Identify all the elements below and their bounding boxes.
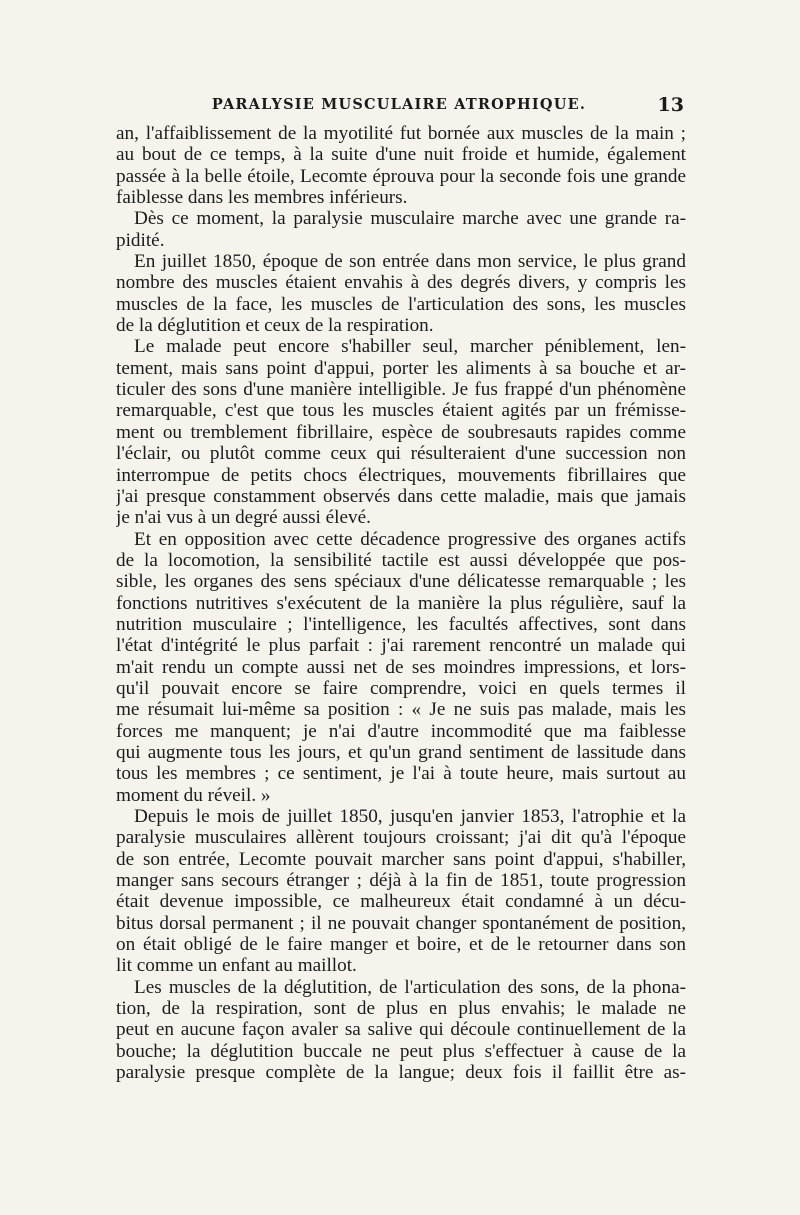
text-line: moment du réveil. » [116, 784, 271, 806]
text-line: Depuis le mois de juillet 1850, jusqu'en janvier 1853, l'atrophie et la [134, 806, 686, 827]
text-line: manger sans secours étranger ; déjà à la fin de 1851, toute progression [116, 870, 686, 892]
text-line: paralysie musculaires allèrent toujours croissant; j'ai dit qu'à l'époque [116, 827, 686, 849]
running-title: PARALYSIE MUSCULAIRE ATROPHIQUE. [211, 96, 587, 113]
body-text [116, 123, 686, 1083]
text-line: sible, les organes des sens spéciaux d'une délicatesse remarquable ; les [116, 571, 686, 593]
text-line: l'éclair, ou plutôt comme ceux qui résulteraient d'une succession non [116, 443, 686, 465]
text-line: ticuler des sons d'une manière intelligible. Je fus frappé d'un phénomène [116, 379, 686, 401]
text-line: je n'ai vus à un degré aussi élevé. [116, 507, 371, 529]
page-number: 13 [657, 94, 684, 116]
text-line: m'ait rendu un compte aussi net de ses moindres impressions, et lors- [116, 656, 686, 678]
text-line: bitus dorsal permanent ; il ne pouvait changer spontanément de position, [116, 912, 686, 934]
text-line: forces me manquent; je n'ai d'autre incommodité que ma faiblesse [116, 720, 686, 742]
text-line: passée à la belle étoile, Lecomte éprouva pour la seconde fois une grande [116, 165, 686, 187]
text-line: de la déglutition et ceux de la respiration. [116, 315, 434, 337]
text-line: Et en opposition avec cette décadence progressive des organes actifs [134, 528, 686, 550]
text-line: muscles de la face, les muscles de l'articulation des sons, les muscles [116, 293, 686, 315]
running-header [114, 96, 684, 120]
text-line: on était obligé de le faire manger et boire, et de le retourner dans son [116, 934, 686, 956]
text-line: au bout de ce temps, à la suite d'une nuit froide et humide, également [116, 144, 686, 166]
text-line: nombre des muscles étaient envahis à des degrés divers, y compris les [116, 272, 686, 294]
text-line: fonctions nutritives s'exécutent de la manière la plus régulière, sauf la [116, 592, 686, 614]
text-line: bouche; la déglutition buccale ne peut plus s'effectuer à cause de la [116, 1040, 686, 1062]
text-line: me résumait lui-même sa position : « Je ne suis pas malade, mais les [116, 699, 686, 721]
text-line: tement, mais sans point d'appui, porter les aliments à sa bouche et ar- [116, 357, 686, 379]
text-line: tous les membres ; ce sentiment, je l'ai à toute heure, mais surtout au [116, 763, 686, 785]
text-line: j'ai presque constamment observés dans cette maladie, mais que jamais [116, 485, 686, 507]
text-line: de son entrée, Lecomte pouvait marcher sans point d'appui, s'habiller, [116, 848, 686, 870]
text-line: pidité. [116, 229, 165, 251]
text-line: qu'il pouvait encore se faire comprendre, voici en quels termes il [116, 677, 686, 699]
text-line: an, l'affaiblissement de la myotilité fut bornée aux muscles de la main ; [116, 123, 686, 144]
text-line: peut en aucune façon avaler sa salive qui découle continuellement de la [116, 1019, 686, 1041]
text-line: remarquable, c'est que tous les muscles étaient agités par un frémisse- [116, 400, 686, 422]
text-line: tion, de la respiration, sont de plus en plus envahis; le malade ne [116, 998, 686, 1020]
text-line: l'état d'intégrité le plus parfait : j'ai rarement rencontré un malade qui [116, 635, 686, 657]
text-line: ment ou tremblement fibrillaire, espèce de soubresauts rapides comme [116, 421, 686, 443]
text-line: En juillet 1850, époque de son entrée dans mon service, le plus grand [134, 251, 686, 273]
text-line: qui augmente tous les jours, et qu'un grand sentiment de lassitude dans [116, 741, 686, 763]
text-line: paralysie presque complète de la langue; deux fois il faillit être as- [116, 1062, 686, 1084]
text-line: faiblesse dans les membres inférieurs. [116, 187, 408, 209]
text-line: interrompue de petits chocs électriques, mouvements fibrillaires que [116, 464, 686, 486]
text-line: nutrition musculaire ; l'intelligence, les facultés affectives, sont dans [116, 613, 686, 635]
text-line: Les muscles de la déglutition, de l'articulation des sons, de la phona- [134, 976, 686, 998]
text-line: Dès ce moment, la paralysie musculaire marche avec une grande ra- [134, 208, 686, 230]
text-line: était devenue impossible, ce malheureux était condamné à un décu- [116, 891, 686, 913]
text-line: lit comme un enfant au maillot. [116, 955, 357, 977]
text-line: de la locomotion, la sensibilité tactile est aussi développée que pos- [116, 549, 686, 571]
text-line: Le malade peut encore s'habiller seul, marcher péniblement, len- [134, 336, 686, 358]
